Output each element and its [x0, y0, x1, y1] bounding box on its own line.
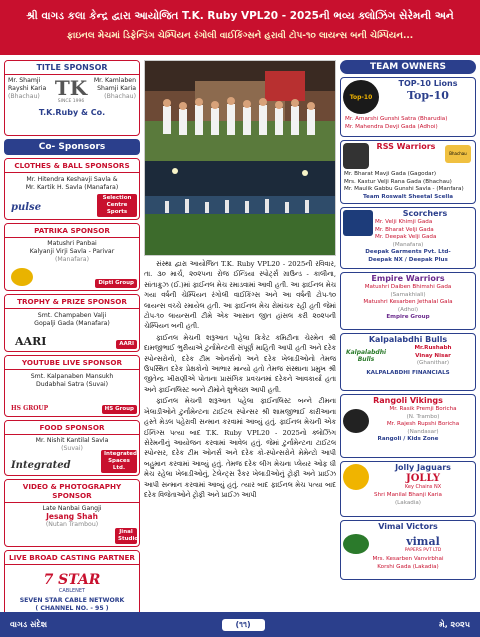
page-footer	[0, 612, 480, 637]
article-body	[144, 259, 336, 604]
title-sponsor-box	[4, 60, 140, 136]
tk-since: SINCE 1996	[57, 99, 85, 104]
trophy-sponsor-name-2: Gopalji Gada (Manafara)	[34, 320, 110, 327]
team-empire-place-2: (Adhoi)	[397, 306, 419, 313]
top10-brand: Top-10	[407, 89, 449, 102]
patrika-sponsor-name-1: Matushri Panbai	[47, 240, 97, 247]
team-scorchers-box	[340, 207, 476, 269]
team-rangoli-place-2: (Nandasar)	[407, 428, 439, 435]
team-empire-sponsor: Empire Group	[386, 314, 430, 320]
food-sponsor-box	[4, 420, 140, 476]
youtube-sponsor-name-1: Smt. Kalpanaben Mansukh	[30, 373, 114, 380]
team-jolly-owner: Shri Manilal Bhanji Karia	[374, 492, 442, 498]
team-rss-owner-2: Mrs. Kastur Velji Rana Gada (Bhachau)	[344, 178, 452, 185]
video-sponsor-name-1: Late Nanbai Gangji	[42, 505, 102, 512]
team-top10-owner-2: Mr. Mahendra Devji Gada (Adhoi)	[345, 123, 438, 130]
aari-logo-icon: AARI	[15, 335, 47, 348]
team-scorchers-owner-3: Mr. Deepak Velji Gada	[375, 234, 437, 240]
team-rss-owner-3: Mr. Maulik Gabbu Gunshi Savla - (Manfara)	[344, 186, 464, 192]
team-kalpalabdhi-owner-2: Vinay Nisar	[415, 352, 451, 359]
team-vimal-owner-2: Korshi Gada (Lakadia)	[377, 563, 439, 570]
team-rss-name: RSS Warriors	[376, 142, 436, 151]
clothes-sponsor-tag: Selection Centre Sports	[97, 194, 137, 217]
article-paragraph-2: ફાઈનલ મેચની શરૂઆત પહેલા ક્રિકેટ કમિટીના ચેરમેન શ્રી દામજીભાઈ ભુરીયાએ ટુર્નામેન્ટની સંપૂર્ણ માહિતી આપી હતી અને દરેક સ્પોન્સરોનો, દરેક ટીમ ઓનર્સનો અને દરેક ખેલાડીઓનો તેમજ ઉપસ્થિત દરેક પ્રેક્ષકોનો આભાર માન્યો હતો તેમજ સંસ્થાના પ્રમુખ શ્રી જીતેન્દ્ર ખીરાણીએ પોતાના પ્રાસંગિક પ્રવચનમાં દરેકને આવકાર્યા હતા અને ફાઈનલિસ્ટ બન્ને ટીમોને શુભેચ્છા આપી હતી.	[144, 333, 336, 394]
kalpalabdhi-logo-icon: Kalpalabdhi Bulls	[345, 349, 387, 364]
jolly-jaguars-logo-icon	[343, 464, 369, 490]
team-top10-owner-1: Mr. Amarshi Gunshi Satra (Bharudia)	[345, 116, 448, 122]
patrika-sponsor-heading: PATRIKA SPONSOR	[5, 224, 139, 238]
team-jolly-name: Jolly Jaguars	[395, 463, 451, 472]
team-scorchers-sponsor: Deepak Garments Pvt. Ltd-	[365, 249, 451, 255]
team-kalpalabdhi-sponsor: KALPALABDHI FINANCIALS	[366, 369, 450, 376]
video-sponsor-heading: VIDEO & PHOTOGRAPHY SPONSOR	[5, 480, 139, 503]
headline-line2: ફાઇનલ મેચમાં ડિફેન્ડિંગ ચેમ્પિયન રંગોલી વાઈકિંગ્સને હરાવી ટોપ-૧૦ લાયન્સ બની ચેમ્પિયન...	[66, 31, 414, 41]
pulse-logo-icon: pulse	[11, 202, 42, 213]
article-paragraph-1: સંસ્થા દ્વારા આયોજિત T.K. Ruby VPL20 - 2025ની રવિવાર, તા. ૩૦ માર્ચ, ૨૦૨૫ના રોજ ઈન્ડિયા સ્પોર્ટ્સ ગ્રાઉન્ડ - કાલીના, સાંતાક્રુઝ (ઈ.)માં ફાઈનલ મેચ રમાડવામાં આવી હતી. આ ફાઈનલ મેચ ગયા વર્ષની ચેમ્પિયન રંગોલી વાઈકિંગ્સ અને આ વર્ષની ટોપ-૧૦ લાયન્સ વચ્ચે રમાયેલ હતી. આ ફાઈનલ મેચ રોમાંચક રહી હતી જેમાં ટોપ-૧૦ લાયન્સની ટીમે એક આસાન જીત હાંસલ કરી ૨૦૨૫ની ચેમ્પિયન બની હતી.	[144, 260, 336, 331]
team-empire-place-1: (Samakhiali)	[390, 291, 426, 298]
team-vimal-name: Vimal Victors	[378, 522, 438, 531]
clothes-sponsor-name-1: Mr. Hitendra Keshavji Savla &	[26, 176, 118, 183]
hs-logo-icon: HS GROUP	[11, 405, 49, 412]
team-kalpalabdhi-owner-1: Mr.Rushabh	[414, 345, 452, 351]
event-photo-image	[145, 61, 336, 256]
food-sponsor-name-1: Mr. Nishit Kantilal Savla	[35, 437, 109, 444]
jolly-brand: JOLLY	[405, 473, 440, 484]
title-sponsor-place-2: (Bhachau)	[104, 93, 136, 100]
patrika-sponsor-box	[4, 223, 140, 291]
top10-logo-icon: Top-10	[343, 80, 379, 114]
video-sponsor-place: (Nutan Trambou)	[45, 521, 99, 528]
video-sponsor-name-2: Jesang Shah	[46, 512, 98, 521]
footer-publication: વાગડ સંદેશ	[10, 619, 48, 629]
tk-logo-icon: TK	[54, 76, 88, 100]
trophy-sponsor-name-1: Smt. Champaben Valji	[37, 312, 107, 319]
team-vimal-box	[340, 520, 476, 580]
team-jolly-place: (Lakadia)	[394, 499, 421, 506]
team-kalpalabdhi-name: Kalpalabdhi Bulls	[368, 335, 448, 344]
team-empire-box	[340, 272, 476, 330]
team-rangoli-box	[340, 394, 476, 458]
video-sponsor-box	[4, 479, 140, 547]
food-sponsor-place: (Suvai)	[61, 445, 83, 452]
team-kalpalabdhi-place: (Ghanithar)	[416, 360, 450, 366]
team-top10-box	[340, 77, 476, 137]
title-sponsor-heading: TITLE SPONSOR	[5, 61, 139, 75]
title-sponsor-name-1: Mr. Shamji Rayshi Karia	[8, 77, 47, 92]
team-rss-box	[340, 140, 476, 204]
food-sponsor-heading: FOOD SPONSOR	[5, 421, 139, 435]
team-rangoli-owner-2: Mr. Rajesh Rupshi Boricha	[386, 421, 460, 427]
team-empire-name: Empire Warriors	[371, 274, 445, 283]
rss-logo-icon	[343, 143, 369, 169]
vimal-brand-sub: PAPERS PVT LTD	[404, 548, 442, 553]
live-partner-box	[4, 550, 140, 620]
youtube-sponsor-box	[4, 355, 140, 417]
team-owners-column	[340, 60, 476, 583]
team-scorchers-name: Scorchers	[402, 209, 448, 218]
team-owners-heading: TEAM OWNERS	[340, 60, 476, 74]
live-partner-name: SEVEN STAR CABLE NETWORK	[19, 597, 125, 604]
team-rangoli-place-1: (N. Trambo)	[406, 413, 440, 420]
integrated-logo-icon: Integrated	[11, 460, 71, 471]
video-sponsor-tag: Jinal Studio	[115, 528, 137, 544]
live-partner-channel: ( CHANNEL NO. - 95 )	[35, 605, 109, 612]
sponsors-column	[4, 60, 140, 623]
title-sponsor-name-2: Mr. Kamlaben Shamji Karia	[93, 77, 136, 92]
title-sponsor-place-1: (Bhachau)	[8, 93, 40, 100]
team-empire-owner-1: Matushri Daiben Bhimshi Gada	[364, 284, 452, 290]
team-rangoli-owner-1: Mr. Rasik Premji Boricha	[389, 406, 457, 412]
youtube-sponsor-name-2: Dudabhai Satra (Suvai)	[35, 381, 109, 388]
trophy-sponsor-box	[4, 294, 140, 352]
rangoli-logo-icon	[343, 409, 369, 433]
clothes-sponsor-heading: CLOTHES & BALL SPONSORS	[5, 159, 139, 173]
team-vimal-owner-1: Mrs. Kesarben Vanvirbhai	[372, 556, 444, 562]
team-top10-name: TOP-10 Lions	[398, 79, 458, 88]
team-rss-owner-1: Mr. Bharat Mavji Gada (Gagodar)	[344, 171, 437, 177]
event-photos	[144, 60, 336, 256]
co-sponsors-heading: Co- Sponsors	[4, 139, 140, 155]
team-rangoli-name: Rangoli Vikings	[373, 396, 443, 405]
jolly-brand-sub: Key Chains NX	[404, 484, 442, 490]
title-sponsor-company: T.K.Ruby & Co.	[38, 108, 106, 117]
team-rss-sponsor: Team Roswalt Sheetal Scella	[362, 193, 454, 200]
patrika-sponsor-place: (Manafara)	[55, 256, 89, 263]
trophy-sponsor-tag: AARI	[116, 340, 137, 349]
dipti-logo-icon	[11, 268, 33, 286]
footer-page-number: (૧૧)	[222, 619, 265, 631]
youtube-sponsor-tag: HS Group	[102, 405, 137, 414]
headline-line1: શ્રી વાગડ કલા કેન્દ્ર દ્વારા આયોજિત T.K. Ruby VPL20 - 2025ની ભવ્ય ક્લોઝિંગ સેરેમની અને	[26, 10, 454, 22]
patrika-sponsor-name-2: Kalyanji Virji Savla - Parivar	[29, 248, 115, 255]
clothes-sponsor-name-2: Mr. Kartik H. Savla (Manafara)	[25, 184, 119, 191]
team-scorchers-place: (Manafara)	[392, 241, 424, 248]
scorchers-logo-icon	[343, 210, 373, 236]
team-scorchers-owner-1: Mr. Velji Khimji Gada	[375, 219, 433, 225]
team-scorchers-sponsor-2: Deepak NX / Deepak Plus	[368, 256, 448, 263]
headline-banner	[0, 0, 480, 55]
cablenet-label: CABLENET	[58, 588, 86, 594]
trophy-sponsor-heading: TROPHY & PRIZE SPONSOR	[5, 295, 139, 309]
youtube-sponsor-heading: YOUTUBE LIVE SPONSOR	[5, 356, 139, 370]
team-empire-owner-2: Matushri Kesarben Jethalal Gala	[363, 299, 453, 305]
patrika-sponsor-tag: Dipti Group	[95, 279, 137, 288]
vimal-brand: vimal	[406, 535, 440, 548]
team-scorchers-owner-2: Mr. Bharat Velji Gada	[375, 226, 434, 233]
team-kalpalabdhi-box	[340, 333, 476, 391]
vimal-victors-logo-icon	[343, 534, 369, 554]
footer-date: મે, ૨૦૨૫	[439, 619, 470, 629]
food-sponsor-tag: Integrated Spaces Ltd.	[101, 450, 137, 473]
team-jolly-box	[340, 461, 476, 517]
seven-star-logo-icon: 7 STAR	[43, 572, 101, 588]
article-paragraph-3: ફાઈનલ મેચની શરૂઆત પહેલા ફાઈનલિસ્ટ બન્ને ટીમના ખેલાડીઓને ટુર્નામેન્ટના ટાઈટલ સ્પોન્સર શ્રી શામજીભાઈ કારીઆના હસ્તે મેડલ પહેરાવી સન્માન કરવામાં આવ્યું હતું. ફાઈનલ મેચની એક ઈનિંગ્સ પત્યા બાદ T.K. Ruby VPL20 - 2025નો ક્લોઝિંગ સેરેમનીનું આયોજન કરવામાં આવેલ હતું. જેમાં ટુર્નામેન્ટના ટાઈટલ સ્પોન્સર, દરેક ટીમ ઓનર્સ અને દરેક કો-સ્પોન્સરોને મેમેન્ટો આપી બહુમાન કરવામાં આવ્યું હતું. તેમજ દરેક લીગ મેચના પ્લેયર ઓફ ધી મેચ રહેલા ખેલાડીઓનું, ટેલેન્ટ્સ રૈકર ખેલાડીઓનું ટ્રોફી અને પ્રાઈઝ આપી સન્માન કરવામાં આવ્યું હતું. ત્યાર બાદ ફાઈનલ મેચ પત્યા બાદ દરેક વિજેતાઓને ટ્રોફી અને પ્રાઈઝ આપી	[144, 397, 336, 499]
clothes-sponsor-box	[4, 158, 140, 220]
bhachau-logo-icon: Bhachau	[445, 145, 471, 163]
team-rangoli-sponsor: Rangoli / Kids Zone	[377, 436, 439, 442]
live-partner-heading: LIVE BROAD CASTING PARTNER	[5, 551, 139, 565]
